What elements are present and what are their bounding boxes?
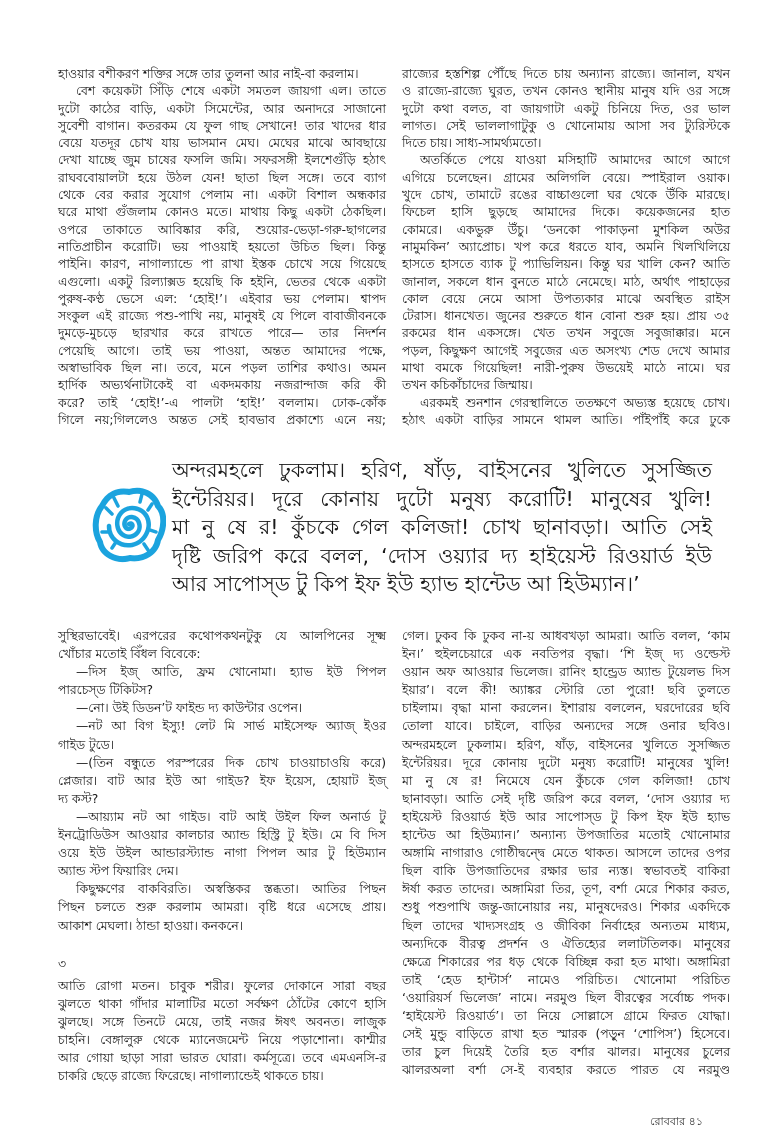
pull-quote-line: অন্দরমহলে ঢুকলাম। হরিণ, ষাঁড়, বাইসনের খুলিতে সুসজ্জিত: [172, 458, 712, 482]
text-line: ইন্টেরিয়র। দূরে কোনায় দুটো মনুষ্য করোটি! মানুষের খুলি!: [402, 755, 730, 770]
text-line: সুস্থিরভাবেই। এরপরের কথোপকথনটুকু যে আলপিনের সূক্ষ্ম: [58, 629, 386, 643]
text-line: ছিল বাকি উপজাতিদের রক্ষার ভার ন্যস্ত। স্বভাবতই বাকিরা: [402, 864, 730, 879]
text-line: বেশ কয়েকটা সিঁড়ি শেষে একটা সমতল জায়গা এল। তাতে: [76, 84, 386, 99]
text-line: দুটো কথা বলত, বা জায়গাটা একটু চিনিয়ে দিত, ওর ভাল: [402, 101, 730, 116]
text-line: নাতিপ্রাচীন করোটি। ভয় পাওয়াই হয়তো উচিত ছিল। কিন্তু: [58, 239, 386, 254]
text-line: —দিস ইজ্ আতি, ফ্রম খোনোমা। হ্যাভ ইউ পিপল: [76, 665, 386, 680]
text-line: —নট আ বিগ ইস্যু! লেট মি সার্ভ মাইসেল্ফ অ্যাজ্ ইওর: [76, 719, 386, 734]
text-line: অন্যদিকে বীরত্ব প্রদর্শন ও ঐতিহ্যের ললাটতিলক। মানুষের: [402, 936, 730, 951]
text-line: দুমড়ে-মুচড়ে ছারখার করে রাখতে পারে— তার নিদর্শন: [58, 326, 386, 341]
text-line: গেল। ঢুকব কি ঢুকব না-য় আধবখড়া আমরা। আতি বলল, ‘কাম: [402, 629, 730, 643]
text-line: ও রাজ্যে-রাজ্যে ঘুরত, তখন কোনও স্থানীয় মানুষ যদি ওর সঙ্গে: [402, 84, 730, 99]
text-line: পড়ল, কিছুক্ষণ আগেই সবুজের এত অসংখ্য শেড দেখে আমার: [402, 343, 730, 358]
text-line: হাইয়েস্ট রিওয়ার্ড ইউ আর সাপোস্ড টু কিপ ইফ ইউ হ্যাভ: [402, 809, 730, 824]
text-line: অতর্কিতে পেয়ে যাওয়া মসিহাটি আমাদের আগে আগে: [420, 153, 730, 168]
paragraph: [58, 880, 386, 934]
text-line: —আয়্যাম নট আ গাইড। বাট আই উইল ফিল অনার্ড টু: [76, 809, 386, 824]
pull-quote: [172, 456, 712, 599]
text-line: ছিল তাদের খাদ্যসংগ্রহ ও জীবিকা নির্বাহের অন্যতম মাধ্যম,: [402, 918, 730, 933]
paragraph: [58, 699, 386, 717]
text-line: তখন কচিকাঁচাদের জিম্মায়।: [402, 378, 533, 393]
text-line: —নো। উই ডিডন’ট ফাইন্ড দ্য কাউন্টার ওপেন।: [76, 701, 303, 716]
text-line: অন্দরমহলে ঢুকলাম। হরিণ, ষাঁড়, বাইসনের খুলিতে সুসজ্জিত: [402, 737, 730, 752]
text-line: এগিয়ে চলেছেন। গ্রামের অলিগলি বেয়ে। স্পাইরাল ওয়াক।: [402, 170, 730, 185]
text-line: নামুমকিন’ অ্যাপ্রোচ। খপ করে ধরতে যাব, অমনি খিলখিলিয়ে: [402, 239, 730, 254]
text-line: পাইনি। কারণ, নাগাল্যান্ডে পা রাখা ইস্তক চোখে সয়ে গিয়েছে: [58, 257, 386, 272]
text-line: আর গোয়া ছাড়া সারা ভারত ঘোরা। কর্মসূত্রে। তবে এমএনসি-র: [58, 1050, 386, 1065]
text-line: গিলে নয়;গিললেও অন্তত সেই হাবভাব প্রকাশ্যে এনে নয়;: [58, 412, 386, 427]
text-line: ইনট্রোডিউস আওয়ার কালচার অ্যান্ড হিস্ট্রি টু ইউ। মে বি দিস: [58, 828, 386, 843]
paragraph: [402, 395, 730, 430]
text-line: জানাল, সকলে ধান বুনতে মাঠে নেমেছে। মাঠ, অর্থাৎ পাহাড়ের: [402, 274, 730, 289]
text-line: ইয়ার’। বলে কী! অ্যাঙ্কর স্টোরি তো পুরো! ছবি তুলতে: [402, 683, 730, 698]
text-line: মা নু ষে র! নিমেষে যেন কুঁচকে গেল কলিজা! চোখ: [402, 773, 730, 788]
text-line: করে? তাই ‘হোই!’-এ পালটা ‘হাই!’ বললাম। ঢোক-কোঁক: [58, 395, 386, 410]
text-line: ইন।’ হুইলচেয়ারে এক নবতিপর বৃদ্ধা। ‘শি ইজ্ দ্য ওল্ডেস্ট: [402, 647, 730, 662]
text-line: আতি রোগা মতন। চাবুক শরীর। ফুলের দোকানে সারা বছর: [58, 978, 386, 993]
text-line: দিতে চায়। সাধ্য-সামর্থ্যমতো।: [402, 136, 542, 151]
text-line: ক্ষেত্রে শিকারের পর ধড় থেকে বিচ্ছিন্ন করা হত মাথা। অঙ্গামিরা: [402, 954, 730, 969]
text-line: পেয়েছি আগে। তাই ভয় পাওয়া, অন্তত আমাদের পক্ষে,: [58, 343, 386, 358]
text-line: এরকমই শুনশান গেরস্থালিতে ততক্ষণে অভ্যস্ত হয়েছে চোখ।: [420, 395, 730, 410]
text-line: হার্দিক অভ্যর্থনাটাকেই বা একদমকায় নজরান্দাজ করি কী: [58, 378, 386, 393]
text-line: পিছন চলতে শুরু করলাম আমরা। বৃষ্টি ধরে এসেছে প্রায়।: [58, 900, 386, 915]
text-line: থেকে বের করার সুযোগ পেলাম না। একটা বিশাল অন্ধকার: [58, 188, 386, 203]
text-line: চাহনি। বেঙ্গালুরু থেকে ম্যানেজমেন্ট নিয়ে পড়াশোনা। কাশ্মীর: [58, 1032, 386, 1047]
text-line: পুরুষ-কণ্ঠ ভেসে এল: ‘হোই!’। এইবার ভয় পেলাম। শ্বাপদ: [58, 291, 386, 306]
text-line: ওয়ে ইউ উইল আন্ডারস্ট্যান্ড নাগা পিপল আর টু হিউম্যান: [58, 846, 386, 861]
text-line: অ্যান্ড স্টপ ফিয়ারিং দেম।: [58, 864, 179, 879]
text-line: পারচেস্ড টিকিটস?: [58, 683, 154, 698]
text-line: লাগত। সেই ভাললাগাটুকু ও খোনোমায় আসা সব ট্যুরিস্টকে: [402, 118, 730, 133]
text-line: রকমের ধান একসঙ্গে। খেত তখন সবুজে সবুজাক্কার। মনে: [402, 326, 730, 341]
text-line: ঝুলতে থাকা গাঁদার মালাটির মতো সর্বক্ষণ ঠোঁটের কোণে হাসি: [58, 996, 386, 1011]
text-line: খোঁচার মতোই বিঁধল বিবেকে:: [58, 647, 201, 662]
text-line: তার চুল দিয়েই তৈরি হত বর্শার ঝালর। মানুষের চুলের: [402, 1045, 730, 1060]
text-line: গাইড টুডে।: [58, 737, 115, 752]
text-line: তোলা যাবে। চাইলে, বাড়ির অন্যদের সঙ্গে ওনার ছবিও।: [402, 719, 730, 734]
text-line: ‘হাইয়েস্ট রিওয়ার্ড’। তা নিয়ে সোল্লাসে গ্রামে ফিরত যোদ্ধা।: [402, 1008, 730, 1023]
paragraph: [58, 627, 386, 663]
text-line: খুদে চোখ, তামাটে রঙের বাচ্চাগুলো ঘর থেকে উঁকি মারছে।: [402, 188, 730, 203]
paragraph: [402, 66, 730, 152]
paragraph: [58, 754, 386, 808]
text-line: ঘরে মাথা গুঁজলাম কোনও মতে। মাথায় কিছু একটা ঠেকছিল।: [58, 205, 386, 220]
text-line: হান্টেড আ হিউম্যান।’ অন্যান্য উপজাতির মতোই খোনোমার: [402, 828, 730, 843]
paragraph: [58, 717, 386, 753]
text-line: হঠাৎ একটা বাড়ির সামনে থামল আতি। পাঁইপাঁই করে ঢুকে: [402, 412, 730, 427]
text-line: ওয়ান অফ আওয়ার ভিলেজ। রানিং হান্ড্রেড অ্যান্ড টুয়েলভ দিস: [402, 665, 730, 680]
rose-flower-icon: [92, 484, 166, 564]
text-line: ‘ওয়ারিয়র্স ভিলেজ’ নামে। নরমুণ্ড ছিল বীরত্বের সর্বোচ্চ পদক।: [402, 990, 730, 1005]
paragraph: [402, 152, 730, 394]
text-line: ফিচেল হাসি ছুড়ছে আমাদের দিকে। কয়েকজনের হাত: [402, 205, 730, 220]
text-line: দেখা যাচ্ছে জুম চাষের ফসলি জমি। সফরসঙ্গী ইলশেগুঁড়ি হঠাৎ: [58, 153, 386, 168]
pull-quote-line: দৃষ্টি জরিপ করে বলল, ‘দোস ওয়্যার দ্য হাইয়েস্ট রিওয়ার্ড ইউ: [172, 543, 712, 568]
text-line: আকাশ মেঘলা। ঠান্ডা হাওয়া। কনকনে।: [58, 918, 243, 933]
text-line: কোল বেয়ে নেমে আসা উপত্যকার মাঝে অবস্থিত রাইস: [402, 291, 730, 306]
paragraph: [58, 66, 386, 83]
text-line: প্লেজার। বাট আর ইউ আ গাইড? ইফ ইয়েস, হোয়াট ইজ্: [58, 773, 386, 788]
text-line: ঝালরঅলা বর্শা সে-ই ব্যবহার করতে পারত যে নরমুণ্ড: [402, 1063, 730, 1078]
paragraph: [58, 977, 386, 1086]
column-top-right: [402, 66, 730, 429]
text-line: টেরাস। ধানখেত। জুনের শুরুতে ধান বোনা শুরু হয়। প্রায় ৩৫: [402, 309, 730, 324]
column-top-left: [58, 66, 386, 429]
pull-quote-line: আর সাপোস্ড টু কিপ ইফ ইউ হ্যাভ হান্টেড আ হিউম্যান।’: [172, 572, 640, 597]
text-line: ছানাবড়া। আতি সেই দৃষ্টি জরিপ করে বলল, ‘দোস ওয়্যার দ্য: [402, 791, 730, 806]
text-line: কিছুক্ষণের বাকবিরতি। অস্বস্তিকর স্তব্ধতা। আতির পিছন: [76, 882, 386, 897]
text-line: ঈর্ষা করত তাদের। অঙ্গামিরা তির, তূণ, বর্শা মেরে শিকার করত,: [402, 882, 730, 897]
paragraph: [58, 663, 386, 699]
text-line: রাজ্যের হস্তশিল্প পৌঁছে দিতে চায় অন্যান্য রাজ্যে। জানাল, যখন: [402, 67, 730, 81]
text-line: শুধু পশুপাখি জন্তু-জানোয়ার নয়, মানুষদেরও। শিকার একদিকে: [402, 900, 730, 915]
text-line: অঙ্গামি নাগারাও গোষ্ঠীদ্বন্দ্বে মেতে থাকত। আসলে তাদের ওপর: [402, 846, 730, 861]
pull-quote-line: মা নু ষে র! কুঁচকে গেল কলিজা! চোখ ছানাবড়া। আতি সেই: [172, 515, 712, 540]
text-line: রাঘববোয়ালটা হয়ে উঠল যেন! ছাতা ছিল সঙ্গে। তবে ব্যাগ: [58, 170, 386, 185]
text-line: দুটো কাঠের বাড়ি, একটা সিমেন্টের, আর অনাদরে সাজানো: [58, 101, 386, 116]
text-line: —(তিন বন্ধুতে পরস্পরের দিক চোখ চাওয়াচাওয়ি করে): [76, 755, 386, 770]
column-bottom-left: [58, 627, 386, 1085]
text-line: হাওয়ার বশীকরণ শক্তির সঙ্গে তার তুলনা আর নাই-বা করলাম।: [58, 67, 359, 81]
text-line: ওপরে তাকাতে আবিষ্কার করি, শুয়োর-ভেড়া-গরু-ছাগলের: [58, 222, 386, 237]
text-line: চাকরি ছেড়ে রাজ্যে ফিরেছে। নাগাল্যান্ডেই থাকতে চায়।: [58, 1069, 324, 1084]
text-line: দ্য কস্ট?: [58, 791, 99, 806]
text-line: বেয়ে যতদূর চোখ যায় ভাসমান মেঘ। মেঘের মাঝে আবছায়ে: [58, 136, 386, 151]
page-footer-label: রোববার ৪১: [650, 1115, 703, 1128]
text-line: সেই মুন্ডু বাড়িতে রাখা হত স্মারক (পড়ুন ‘শোপিস’) হিসেবে।: [402, 1027, 730, 1042]
text-line: অস্বাভাবিক ছিল না। তবে, মনে পড়ল তাশির কথাও। অমন: [58, 361, 386, 376]
paragraph: [58, 83, 386, 429]
text-line: তাই ‘হেড হান্টার্স’ নামেও পরিচিত। খোনোমা পরিচিত: [402, 972, 730, 987]
text-line: হাসতে হাসতে ব্যাক টু প্যাভিলিয়ন। কিন্তু ঘর খালি কেন? আতি: [402, 257, 730, 272]
text-line: কোমরে। একভুরু উঁচু। ‘ডনকো পাকাড়না মুশকিল অউর: [402, 222, 730, 237]
section-number: ৩: [58, 956, 66, 971]
text-line: মাথা বমকে গিয়েছিল! নারী-পুরুষ উভয়েই মাঠে নামে। ঘর: [402, 361, 730, 376]
text-line: সংকুল এই রাজ্যে পশু-পাখি নয়, মানুষই যে পিলে বাবাজীবনকে: [58, 309, 386, 324]
text-line: ঝুলছে। সঙ্গে তিনটে মেয়ে, তাই নজর ঈষৎ অবনত। লাজুক: [58, 1014, 386, 1029]
text-line: চাইলাম। বৃদ্ধা মানা করলেন। ইশারায় বললেন, ঘরদোরের ছবি: [402, 701, 730, 716]
column-bottom-right: [402, 627, 730, 1079]
pull-quote-line: ইন্টেরিয়র। দূরে কোনায় দুটো মনুষ্য করোটি! মানুষের খুলি!: [172, 486, 712, 511]
paragraph: [58, 808, 386, 880]
text-line: সুবেশী বাগান। কতরকম যে ফুল গাছ সেখানে! তার খাদের ধার: [58, 118, 386, 133]
text-line: এগুলো। একটু রিল্যাক্সড হয়েছি কি হইনি, ভেতর থেকে একটা: [58, 274, 386, 289]
paragraph: [402, 627, 730, 1079]
